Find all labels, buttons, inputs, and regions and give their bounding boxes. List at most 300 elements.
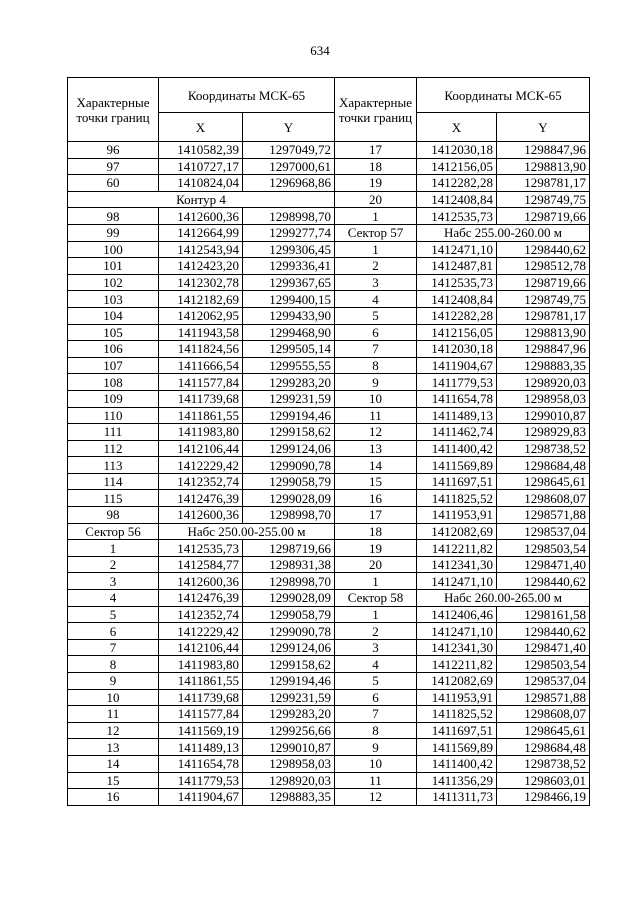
table-row <box>335 473 590 490</box>
table-row <box>335 258 590 275</box>
y-coordinate: 1298684,48 <box>497 739 590 756</box>
table-row <box>68 407 335 424</box>
y-coordinate: 1298998,70 <box>243 208 335 225</box>
point-number: 3 <box>68 573 159 590</box>
point-number: 105 <box>68 324 159 341</box>
y-coordinate: 1298931,38 <box>243 556 335 573</box>
x-coordinate: 1411779,53 <box>159 772 243 789</box>
y-coordinate: 1299158,62 <box>243 424 335 441</box>
x-coordinate: 1412211,82 <box>417 656 497 673</box>
point-number: 1 <box>68 540 159 557</box>
y-coordinate: 1299256,66 <box>243 722 335 739</box>
table-row <box>68 258 335 275</box>
point-number: 19 <box>335 540 417 557</box>
y-coordinate: 1299231,59 <box>243 390 335 407</box>
y-coordinate: 1298958,03 <box>497 390 590 407</box>
x-coordinate: 1412543,94 <box>159 241 243 258</box>
point-number: 2 <box>335 623 417 640</box>
x-coordinate: 1412229,42 <box>159 623 243 640</box>
x-coordinate: 1411489,13 <box>417 407 497 424</box>
table-row <box>335 772 590 789</box>
point-number: 9 <box>335 739 417 756</box>
table-row <box>68 755 335 772</box>
point-number: 20 <box>335 556 417 573</box>
table-row <box>335 590 590 607</box>
x-coordinate: 1412600,36 <box>159 208 243 225</box>
table-row <box>335 656 590 673</box>
table-row <box>68 457 335 474</box>
point-number: 13 <box>68 739 159 756</box>
point-number: 11 <box>335 407 417 424</box>
table-row <box>68 473 335 490</box>
x-coordinate: 1411983,80 <box>159 424 243 441</box>
point-number: 17 <box>335 507 417 524</box>
point-number: 4 <box>68 590 159 607</box>
x-coordinate: 1410727,17 <box>159 158 243 175</box>
point-number: 107 <box>68 357 159 374</box>
point-number: 7 <box>68 639 159 656</box>
x-coordinate: 1411953,91 <box>417 507 497 524</box>
table-row <box>68 191 335 208</box>
point-number: 15 <box>68 772 159 789</box>
y-coordinate: 1298503,54 <box>497 540 590 557</box>
x-coordinate: 1411697,51 <box>417 722 497 739</box>
table-row <box>68 424 335 441</box>
point-number: 6 <box>335 324 417 341</box>
x-coordinate: 1412352,74 <box>159 606 243 623</box>
point-number: 6 <box>335 689 417 706</box>
y-coordinate: 1298998,70 <box>243 573 335 590</box>
table-row <box>335 374 590 391</box>
x-coordinate: 1412229,42 <box>159 457 243 474</box>
y-coordinate: 1298719,66 <box>497 208 590 225</box>
x-coordinate: 1412302,78 <box>159 274 243 291</box>
elevation-range: Набс 260.00-265.00 м <box>417 590 590 607</box>
table-row <box>68 523 335 540</box>
x-coordinate: 1411654,78 <box>417 390 497 407</box>
y-coordinate: 1298603,01 <box>497 772 590 789</box>
y-coordinate: 1298883,35 <box>243 789 335 806</box>
point-number: 14 <box>335 457 417 474</box>
y-coordinate: 1296968,86 <box>243 175 335 192</box>
table-row <box>68 341 335 358</box>
point-number: 5 <box>335 673 417 690</box>
header-coords: Координаты МСК-65 <box>159 78 335 113</box>
table-row <box>335 241 590 258</box>
y-coordinate: 1298608,07 <box>497 490 590 507</box>
y-coordinate: 1299306,45 <box>243 241 335 258</box>
point-number: 10 <box>68 689 159 706</box>
table-row <box>68 507 335 524</box>
header-y: Y <box>243 113 335 142</box>
table-row <box>335 540 590 557</box>
point-number: 1 <box>335 208 417 225</box>
point-number: 1 <box>335 241 417 258</box>
y-coordinate: 1298440,62 <box>497 241 590 258</box>
y-coordinate: 1298781,17 <box>497 307 590 324</box>
x-coordinate: 1412471,10 <box>417 623 497 640</box>
point-number: 2 <box>335 258 417 275</box>
point-number: 6 <box>68 623 159 640</box>
table-row <box>68 440 335 457</box>
table-row <box>68 158 335 175</box>
x-coordinate: 1412211,82 <box>417 540 497 557</box>
point-number: 15 <box>335 473 417 490</box>
table-row <box>68 490 335 507</box>
point-number: 12 <box>335 789 417 806</box>
point-number: 19 <box>335 175 417 192</box>
table-row <box>335 291 590 308</box>
x-coordinate: 1412406,46 <box>417 606 497 623</box>
point-number: 5 <box>335 307 417 324</box>
y-coordinate: 1299433,90 <box>243 307 335 324</box>
table-row <box>335 440 590 457</box>
x-coordinate: 1412341,30 <box>417 639 497 656</box>
point-number: 12 <box>335 424 417 441</box>
y-coordinate: 1298440,62 <box>497 623 590 640</box>
y-coordinate: 1298466,19 <box>497 789 590 806</box>
y-coordinate: 1298440,62 <box>497 573 590 590</box>
point-number: 106 <box>68 341 159 358</box>
y-coordinate: 1298471,40 <box>497 556 590 573</box>
y-coordinate: 1299028,09 <box>243 490 335 507</box>
x-coordinate: 1412341,30 <box>417 556 497 573</box>
point-number: 104 <box>68 307 159 324</box>
y-coordinate: 1299468,90 <box>243 324 335 341</box>
point-number: 108 <box>68 374 159 391</box>
y-coordinate: 1299555,55 <box>243 357 335 374</box>
point-number: 4 <box>335 291 417 308</box>
table-row <box>335 457 590 474</box>
x-coordinate: 1412082,69 <box>417 673 497 690</box>
point-number: 11 <box>335 772 417 789</box>
x-coordinate: 1411697,51 <box>417 473 497 490</box>
contour-label: Контур 4 <box>68 191 335 208</box>
table-row <box>335 639 590 656</box>
x-coordinate: 1411904,67 <box>417 357 497 374</box>
y-coordinate: 1298781,17 <box>497 175 590 192</box>
point-number: 14 <box>68 755 159 772</box>
table-row <box>335 556 590 573</box>
y-coordinate: 1298738,52 <box>497 440 590 457</box>
x-coordinate: 1412156,05 <box>417 324 497 341</box>
x-coordinate: 1412106,44 <box>159 440 243 457</box>
y-coordinate: 1298929,83 <box>497 424 590 441</box>
point-number: 8 <box>68 656 159 673</box>
x-coordinate: 1411983,80 <box>159 656 243 673</box>
y-coordinate: 1298608,07 <box>497 706 590 723</box>
table-row <box>335 755 590 772</box>
y-coordinate: 1298503,54 <box>497 656 590 673</box>
y-coordinate: 1299505,14 <box>243 341 335 358</box>
x-coordinate: 1411825,52 <box>417 706 497 723</box>
x-coordinate: 1411861,55 <box>159 407 243 424</box>
table-row <box>335 424 590 441</box>
point-number: 109 <box>68 390 159 407</box>
point-number: 3 <box>335 274 417 291</box>
x-coordinate: 1411489,13 <box>159 739 243 756</box>
table-row <box>68 623 335 640</box>
point-number: 3 <box>335 639 417 656</box>
table-row <box>68 357 335 374</box>
x-coordinate: 1412535,73 <box>417 208 497 225</box>
point-number: 20 <box>335 191 417 208</box>
y-coordinate: 1298749,75 <box>497 291 590 308</box>
table-row <box>335 673 590 690</box>
table-row <box>68 241 335 258</box>
y-coordinate: 1298537,04 <box>497 523 590 540</box>
table-row <box>335 357 590 374</box>
x-coordinate: 1411577,84 <box>159 374 243 391</box>
point-number: 10 <box>335 755 417 772</box>
x-coordinate: 1412408,84 <box>417 191 497 208</box>
table-row <box>335 142 590 159</box>
y-coordinate: 1298645,61 <box>497 473 590 490</box>
y-coordinate: 1298998,70 <box>243 507 335 524</box>
point-number: 102 <box>68 274 159 291</box>
table-row <box>335 307 590 324</box>
x-coordinate: 1411779,53 <box>417 374 497 391</box>
point-number: 17 <box>335 142 417 159</box>
table-row <box>335 789 590 806</box>
point-number: 9 <box>335 374 417 391</box>
x-coordinate: 1412535,73 <box>417 274 497 291</box>
table-row <box>68 324 335 341</box>
point-number: 114 <box>68 473 159 490</box>
table-row <box>68 772 335 789</box>
y-coordinate: 1299194,46 <box>243 673 335 690</box>
header-coords: Координаты МСК-65 <box>417 78 590 113</box>
y-coordinate: 1298749,75 <box>497 191 590 208</box>
y-coordinate: 1299058,79 <box>243 473 335 490</box>
elevation-range: Набс 250.00-255.00 м <box>159 523 335 540</box>
x-coordinate: 1412487,81 <box>417 258 497 275</box>
x-coordinate: 1412030,18 <box>417 142 497 159</box>
x-coordinate: 1411577,84 <box>159 706 243 723</box>
x-coordinate: 1412584,77 <box>159 556 243 573</box>
y-coordinate: 1298471,40 <box>497 639 590 656</box>
y-coordinate: 1298958,03 <box>243 755 335 772</box>
table-row <box>335 706 590 723</box>
table-row <box>68 390 335 407</box>
x-coordinate: 1410824,04 <box>159 175 243 192</box>
table-row <box>68 573 335 590</box>
x-coordinate: 1411400,42 <box>417 755 497 772</box>
point-number: 100 <box>68 241 159 258</box>
table-row <box>335 341 590 358</box>
point-number: 103 <box>68 291 159 308</box>
x-coordinate: 1412156,05 <box>417 158 497 175</box>
y-coordinate: 1299158,62 <box>243 656 335 673</box>
point-number: 16 <box>335 490 417 507</box>
y-coordinate: 1299194,46 <box>243 407 335 424</box>
x-coordinate: 1410582,39 <box>159 142 243 159</box>
header-x: X <box>159 113 243 142</box>
x-coordinate: 1412352,74 <box>159 473 243 490</box>
x-coordinate: 1411861,55 <box>159 673 243 690</box>
y-coordinate: 1299277,74 <box>243 224 335 241</box>
table-row <box>335 573 590 590</box>
point-number: 1 <box>335 606 417 623</box>
y-coordinate: 1299231,59 <box>243 689 335 706</box>
y-coordinate: 1299010,87 <box>497 407 590 424</box>
x-coordinate: 1411825,52 <box>417 490 497 507</box>
x-coordinate: 1412664,99 <box>159 224 243 241</box>
point-number: 113 <box>68 457 159 474</box>
table-row <box>68 374 335 391</box>
x-coordinate: 1412182,69 <box>159 291 243 308</box>
table-row <box>335 324 590 341</box>
table-row <box>335 722 590 739</box>
y-coordinate: 1298813,90 <box>497 324 590 341</box>
x-coordinate: 1412476,39 <box>159 490 243 507</box>
header-x: X <box>417 113 497 142</box>
point-number: 101 <box>68 258 159 275</box>
point-number: 10 <box>335 390 417 407</box>
x-coordinate: 1411654,78 <box>159 755 243 772</box>
point-number: 111 <box>68 424 159 441</box>
table-row <box>335 224 590 241</box>
y-coordinate: 1297049,72 <box>243 142 335 159</box>
point-number: 7 <box>335 706 417 723</box>
y-coordinate: 1298813,90 <box>497 158 590 175</box>
table-row <box>68 142 335 159</box>
y-coordinate: 1298645,61 <box>497 722 590 739</box>
y-coordinate: 1298920,03 <box>243 772 335 789</box>
y-coordinate: 1298684,48 <box>497 457 590 474</box>
x-coordinate: 1412106,44 <box>159 639 243 656</box>
table-row <box>335 507 590 524</box>
point-number: 110 <box>68 407 159 424</box>
x-coordinate: 1411824,56 <box>159 341 243 358</box>
y-coordinate: 1298537,04 <box>497 673 590 690</box>
table-row <box>68 556 335 573</box>
y-coordinate: 1297000,61 <box>243 158 335 175</box>
y-coordinate: 1299336,41 <box>243 258 335 275</box>
table-row <box>68 706 335 723</box>
point-number: 11 <box>68 706 159 723</box>
x-coordinate: 1412476,39 <box>159 590 243 607</box>
x-coordinate: 1412282,28 <box>417 175 497 192</box>
x-coordinate: 1411666,54 <box>159 357 243 374</box>
x-coordinate: 1412600,36 <box>159 507 243 524</box>
x-coordinate: 1412423,20 <box>159 258 243 275</box>
table-row <box>335 623 590 640</box>
point-number: 2 <box>68 556 159 573</box>
x-coordinate: 1411943,58 <box>159 324 243 341</box>
y-coordinate: 1299028,09 <box>243 590 335 607</box>
sector-label: Сектор 58 <box>335 590 417 607</box>
elevation-range: Набс 255.00-260.00 м <box>417 224 590 241</box>
y-coordinate: 1298719,66 <box>497 274 590 291</box>
table-row <box>68 722 335 739</box>
x-coordinate: 1412535,73 <box>159 540 243 557</box>
x-coordinate: 1412282,28 <box>417 307 497 324</box>
table-row <box>335 490 590 507</box>
y-coordinate: 1298571,88 <box>497 507 590 524</box>
y-coordinate: 1298847,96 <box>497 142 590 159</box>
point-number: 112 <box>68 440 159 457</box>
table-row <box>68 590 335 607</box>
y-coordinate: 1298719,66 <box>243 540 335 557</box>
y-coordinate: 1299124,06 <box>243 639 335 656</box>
table-row <box>335 606 590 623</box>
table-row <box>68 540 335 557</box>
table-row <box>335 407 590 424</box>
table-row <box>68 208 335 225</box>
table-row <box>68 224 335 241</box>
table-row <box>68 739 335 756</box>
point-number: 18 <box>335 523 417 540</box>
page-number: 634 <box>310 43 330 58</box>
y-coordinate: 1299090,78 <box>243 457 335 474</box>
sector-label: Сектор 56 <box>68 523 159 540</box>
point-number: 98 <box>68 507 159 524</box>
point-number: 8 <box>335 357 417 374</box>
table-row <box>335 158 590 175</box>
y-coordinate: 1299283,20 <box>243 706 335 723</box>
header-points: Характерные точки границ <box>335 78 417 142</box>
x-coordinate: 1411739,68 <box>159 689 243 706</box>
point-number: 97 <box>68 158 159 175</box>
point-number: 13 <box>335 440 417 457</box>
point-number: 99 <box>68 224 159 241</box>
x-coordinate: 1411569,89 <box>417 739 497 756</box>
table-row <box>68 673 335 690</box>
point-number: 7 <box>335 341 417 358</box>
point-number: 115 <box>68 490 159 507</box>
table-row <box>335 175 590 192</box>
table-row <box>68 274 335 291</box>
y-coordinate: 1298847,96 <box>497 341 590 358</box>
point-number: 5 <box>68 606 159 623</box>
x-coordinate: 1412471,10 <box>417 573 497 590</box>
table-row <box>68 789 335 806</box>
table-row <box>335 523 590 540</box>
table-row <box>335 739 590 756</box>
point-number: 1 <box>335 573 417 590</box>
x-coordinate: 1411569,19 <box>159 722 243 739</box>
header-points: Характерные точки границ <box>68 78 159 142</box>
x-coordinate: 1412408,84 <box>417 291 497 308</box>
point-number: 98 <box>68 208 159 225</box>
table-row <box>335 274 590 291</box>
x-coordinate: 1411462,74 <box>417 424 497 441</box>
coordinates-table-left <box>67 77 335 806</box>
x-coordinate: 1411311,73 <box>417 789 497 806</box>
table-row <box>335 191 590 208</box>
point-number: 12 <box>68 722 159 739</box>
x-coordinate: 1411739,68 <box>159 390 243 407</box>
x-coordinate: 1412082,69 <box>417 523 497 540</box>
header-y: Y <box>497 113 590 142</box>
x-coordinate: 1412062,95 <box>159 307 243 324</box>
point-number: 96 <box>68 142 159 159</box>
table-row <box>68 291 335 308</box>
x-coordinate: 1411356,29 <box>417 772 497 789</box>
y-coordinate: 1298571,88 <box>497 689 590 706</box>
y-coordinate: 1299400,15 <box>243 291 335 308</box>
table-row <box>335 208 590 225</box>
table-row <box>335 390 590 407</box>
y-coordinate: 1299010,87 <box>243 739 335 756</box>
coordinates-table-right <box>334 77 590 806</box>
table-row <box>68 175 335 192</box>
x-coordinate: 1411904,67 <box>159 789 243 806</box>
y-coordinate: 1299367,65 <box>243 274 335 291</box>
point-number: 16 <box>68 789 159 806</box>
point-number: 9 <box>68 673 159 690</box>
